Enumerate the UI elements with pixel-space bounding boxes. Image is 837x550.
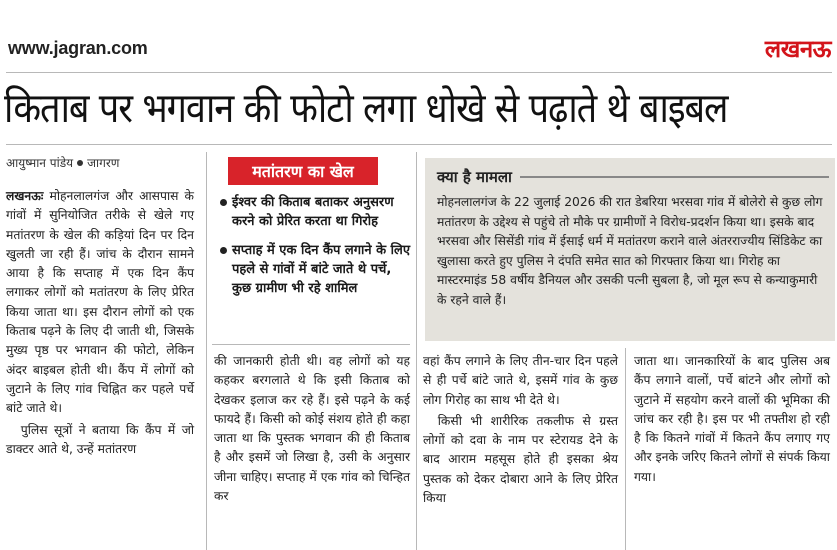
column-1-para-2: पुलिस सूत्रों ने बताया कि कैंप में जो डाक्टर आते थे, उन्हें मतांतरण	[6, 422, 194, 456]
sidebar-bullets	[220, 193, 412, 308]
column-divider-3	[625, 348, 626, 550]
column-3	[423, 352, 618, 508]
sidebar-bullet-text: सप्ताह में एक दिन कैंप लगाने के लिए पहले से गांवों में बांटे जाते थे पर्चे, कुछ ग्रामीण भी रहे शामिल	[232, 243, 411, 296]
infobox-title-rule	[520, 176, 829, 178]
sidebar-title: मतांतरण का खेल	[228, 157, 378, 185]
column-1-text: मोहनलालगंज और आसपास के गांवों में सुनियोजित तरीके से खेले गए मतांतरण के खेल की कड़ियां दिन पर दिन खुलती जा रही हैं। जांच के दौरान सामने आया है कि सप्ताह में एक दिन कैंप लगाकर लोगों को मतांतरण के लिए प्रेरित किया जाता था। इस दौरान लोगों को एक किताब पढ़ने के लिए दी जाती थी, जिसके मुख्य पृष्ठ पर भगवान की फोटो, लेकिन अंदर बाइबल होती थी। कैंप में लोगों को जुटाने के लिए गांव चिह्नित कर पहले पर्चे बांटे जाते थे।	[6, 189, 194, 416]
infobox-title: क्या है मामला	[425, 167, 520, 187]
byline-author: आयुष्मान पांडेय	[6, 156, 74, 170]
byline-dot-icon	[77, 160, 83, 166]
column-4-text: जाता था। जानकारियों के बाद पुलिस अब कैंप लगाने वालों, पर्चे बांटने और लोगों को जुटाने में सहयोग करने वालों की भूमिका की जांच कर रही है। इस पर भी तफ्तीश हो रही है कि कितने गांवों में कितने कैंप लगाए गए और इनके जरिए कितने लोगों से संपर्क किया गया।	[634, 354, 830, 484]
column-2-text: की जानकारी होती थी। वह लोगों को यह कहकर बरगलाते थे कि इसी किताब को देखकर इलाज कर रहे हैं। इसे पढ़ने के कई फायदे हैं। किसी को कोई संशय होते ही कहा जाता था कि पुस्तक भगवान की ही किताब है और इसमें जो लिखा है, उसी के अनुसार जीना चाहिए। सप्ताह में एक गांव को चिन्हित कर	[214, 354, 410, 504]
column-divider-2	[416, 152, 417, 550]
sidebar-bottom-rule	[212, 344, 410, 345]
column-3-para-2: किसी भी शारीरिक तकलीफ से ग्रस्त लोगों को दवा के नाम पर स्टेरायड देने के बाद आराम महसूस होते ही इसका श्रेय पुस्तक को देकर दोबारा आने के लिए प्रेरित किया	[423, 413, 618, 506]
byline-source: जागरण	[87, 156, 120, 170]
column-1-para-1	[6, 187, 194, 419]
bullet-icon	[220, 199, 227, 206]
headline-rule	[6, 144, 832, 145]
column-1	[6, 187, 194, 459]
infobox-text: मोहनलालगंज के 22 जुलाई 2026 की रात डेबरिया भरसवा गांव में बोलेरो से कुछ लोग मतांतरण के उद्देश्य से पहुंचे तो मौके पर ग्रामीणों ने विरोध-प्रदर्शन किया था। इसके बाद भरसवा और सिसेंडी गांव में ईसाई धर्म में मतांतरण कराने वाले अंतरराज्यीय सिंडिकेट का खुलासा करते हुए पुलिस ने दंपति समेत सात को गिरफ्तार किया था। गिरोह का मास्टरमाइंड 58 वर्षीय डैनियल और उसकी पत्नी सुबला है, जो मूल रूप से कन्याकुमारी के रहने वाले हैं।	[437, 195, 823, 307]
sidebar-bullet-1	[220, 193, 412, 231]
column-4	[634, 352, 830, 487]
sidebar-bullet-2	[220, 241, 412, 298]
column-divider-1	[206, 152, 207, 550]
byline	[6, 154, 119, 171]
site-url: www.jagran.com	[8, 38, 148, 58]
header-rule-top	[6, 72, 832, 73]
sidebar-bullet-text: ईश्वर की किताब बताकर अनुसरण करने को प्रेरित करता था गिरोह	[232, 195, 394, 229]
dateline: लखनऊः	[6, 189, 44, 203]
column-2	[214, 352, 410, 506]
masthead-city: लखनऊ	[764, 35, 831, 63]
infobox-header	[425, 165, 835, 189]
column-3-para-1: वहां कैंप लगाने के लिए तीन-चार दिन पहले से ही पर्चे बांटे जाते थे, इसमें गांव के कुछ लोग गिरोह का साथ भी देते थे।	[423, 354, 618, 407]
bullet-icon	[220, 247, 227, 254]
headline: किताब पर भगवान की फोटो लगा धोखे से पढ़ाते थे बाइबल	[4, 84, 728, 132]
